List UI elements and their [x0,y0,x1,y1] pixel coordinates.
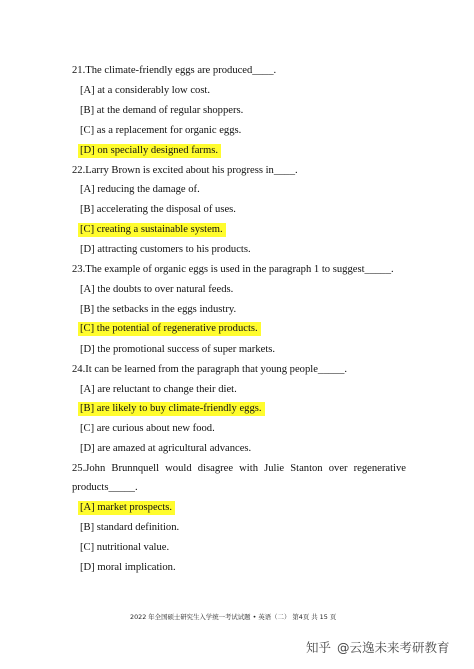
question-25-stem [72,462,406,476]
stem-word: Julie [264,463,285,474]
stem-word: regenerative [353,463,406,474]
question-25-option-b: [B] standard definition. [80,522,180,533]
question-22-option-d: [D] attracting customers to his products. [80,244,251,255]
question-25-option-d: [D] moral implication. [80,562,176,573]
question-25-option-a [80,501,175,515]
highlighted-answer: [C] the potential of regenerative products. [78,322,261,336]
question-21-option-c: [C] as a replacement for organic eggs. [80,125,242,136]
question-21-stem: 21.The climate-friendly eggs are produced____. [72,65,277,76]
watermark-brand: 知乎 [306,640,332,655]
highlighted-answer: [B] are likely to buy climate-friendly eggs. [78,402,265,416]
highlighted-answer: [D] on specially designed farms. [78,144,221,158]
question-22-stem: 22.Larry Brown is excited about his progress in____. [72,165,298,176]
page-footer: 2022 年全国硕士研究生入学统一考试试题 • 英语（二） 第4页 共 15 页 [130,613,337,621]
stem-word: with [239,463,258,474]
question-24-option-b [80,402,265,416]
question-23-stem: 23.The example of organic eggs is used in the paragraph 1 to suggest_____. [72,264,394,275]
question-23-option-a: [A] the doubts to over natural feeds. [80,284,234,295]
watermark-account: @云逸未来考研教育 [337,640,450,655]
question-21-option-b: [B] at the demand of regular shoppers. [80,105,244,116]
highlighted-answer: [A] market prospects. [78,501,175,515]
stem-word: over [328,463,348,474]
question-21-option-a: [A] at a considerably low cost. [80,85,211,96]
question-24-option-d: [D] are amazed at agricultural advances. [80,443,252,454]
question-23-option-d: [D] the promotional success of super markets. [80,344,276,355]
question-23-option-b: [B] the setbacks in the eggs industry. [80,304,237,315]
stem-word: Stanton [290,463,323,474]
question-25-stem-continued: products_____. [72,482,138,493]
question-23-option-c [80,322,261,336]
watermark [306,638,450,656]
question-22-option-b: [B] accelerating the disposal of uses. [80,204,236,215]
stem-word: 25.John [72,463,106,474]
stem-word: disagree [197,463,234,474]
question-24-option-c: [C] are curious about new food. [80,423,215,434]
question-21-option-d [80,144,221,158]
question-24-option-a: [A] are reluctant to change their diet. [80,384,237,395]
highlighted-answer: [C] creating a sustainable system. [78,223,226,237]
stem-word: would [165,463,192,474]
stem-word: Brunnquell [111,463,160,474]
question-25-option-c: [C] nutritional value. [80,542,170,553]
question-24-stem: 24.It can be learned from the paragraph that young people_____. [72,364,348,375]
question-22-option-a: [A] reducing the damage of. [80,184,200,195]
question-22-option-c [80,223,226,237]
